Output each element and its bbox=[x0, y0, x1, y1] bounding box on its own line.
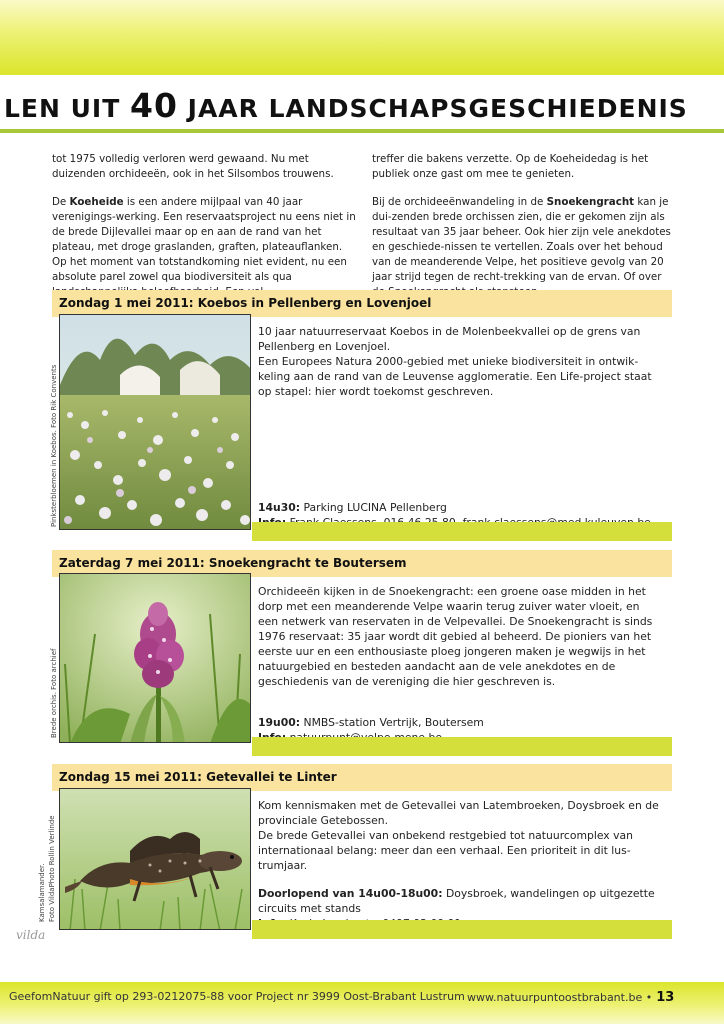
event-3-title: Zondag 15 mei 2011: Getevallei te Linter bbox=[52, 764, 672, 791]
event-1-title: Zondag 1 mei 2011: Koebos in Pellenberg en Lovenjoel bbox=[52, 290, 672, 317]
event-2-green-bar bbox=[252, 737, 672, 756]
event-2-time: 19u00: NMBS-station Vertrijk, Boutersem bbox=[258, 716, 484, 729]
event-2-description: Orchideeën kijken in de Snoekengracht: een groene oase midden in het dorp met een meanderende Velpe waarin terug zuiver water vloeit, en een netwerk van reservaten in de Velpevallei. De Snoekengracht is sinds 1976 reservaat: 35 jaar wordt dit gebied al beheerd. De pioniers van het eerste uur en een enthousiaste ploeg jongeren maken je wegwijs in het natuurgebied en besteden aandacht aan de vele anekdotes en de geschiedenis van de vereniging die hier geschreven is. bbox=[258, 585, 653, 688]
vilda-watermark: vilda bbox=[16, 928, 46, 942]
intro-column-left bbox=[52, 152, 357, 313]
event-3-time: Doorlopend van 14u00-18u00: Doysbroek, wandelingen op uitgezette circuits met stands bbox=[258, 887, 655, 915]
page-number: 13 bbox=[656, 990, 675, 1005]
intro-paragraph: Bij de orchideeënwandeling in de Snoekengracht kan je dui-zenden brede orchissen zien, die er gekomen zijn als resultaat van 35 jaar beheer. Ook hier zijn vele anekdotes en geschiede-nissen te vertellen. Zoals over het behoud van de meanderende Velpe, het positieve gevolg van 20 jaar strijd tegen de recht-trekking van de ervan. Of over bbox=[372, 196, 671, 283]
footer-donation-text: GeefomNatuur gift op 293-0212075-88 voor Project nr 3999 Oost-Brabant Lustrum bbox=[9, 990, 465, 1003]
intro-paragraph: treffer die bakens verzette. Op de Koeheidedag is het publiek onze gast om mee te genieten. bbox=[372, 153, 649, 180]
event-1-time: 14u30: Parking LUCINA Pellenberg bbox=[258, 501, 447, 514]
event-1-description: 10 jaar natuurreservaat Koebos in de Molenbeekvallei op de grens van Pellenberg en Lovenjoel. Een Europees Natura 2000-gebied met unieke biodiversiteit in ontwik-keling aan de rand van de Leuvense agglomeratie. Een Life-project staat op stapel: hier wordt toekomst geschreven. bbox=[258, 325, 652, 398]
event-2-title: Zaterdag 7 mei 2011: Snoekengracht te Boutersem bbox=[52, 550, 672, 577]
event-3-green-bar bbox=[252, 920, 672, 939]
intro-paragraph: tot 1975 volledig verloren werd gewaand. Nu met duizenden orchideeën, ook in het Silsombos trouwens. bbox=[52, 153, 334, 180]
event-3-description: Kom kennismaken met de Getevallei van Latembroeken, Doysbroek en de provinciale Getebossen. De brede Getevallei van onbekend restgebied tot natuurcomplex van internationaal belang: meer dan een verhaal. Een prioriteit in dit lus-trumjaar. bbox=[258, 799, 659, 872]
event-2-photo bbox=[59, 573, 251, 743]
top-color-band bbox=[0, 0, 724, 75]
intro-column-right bbox=[372, 152, 677, 313]
intro-paragraph: De Koeheide is een andere mijlpaal van 40 jaar verenigings-werking. Een reservaatsproject nu eens niet in de brede Dijlevallei maar op en aan de rand van het plateau, met droge graslanden, graften, plateauflanken. Op het moment van totstandkoming niet evident, nu een absolute parel zowel qua biodiversiteit als qua bbox=[52, 196, 356, 283]
event-3-photo bbox=[59, 788, 251, 930]
event-1-photo-caption: Pinksterbloemen in Koebos. Foto Rik Convents bbox=[50, 364, 58, 527]
headline-part1: LEN UIT bbox=[4, 94, 130, 123]
event-1-photo bbox=[59, 314, 251, 530]
event-1-green-bar bbox=[252, 522, 672, 541]
event-2-photo-caption: Brede orchis. Foto archief bbox=[50, 648, 58, 738]
headline-rule bbox=[0, 129, 724, 133]
page-headline bbox=[4, 86, 688, 125]
event-3-photo-caption-1: Kamsalamander. bbox=[38, 863, 46, 922]
headline-number: 40 bbox=[130, 86, 178, 125]
headline-part2: JAAR LANDSCHAPSGESCHIEDENIS bbox=[177, 94, 688, 123]
event-3-photo-caption-2: Foto VildaPhoto Rollin Verlinde bbox=[48, 815, 56, 922]
footer-right bbox=[467, 990, 674, 1005]
footer-url[interactable]: www.natuurpuntoostbrabant.be • bbox=[467, 991, 653, 1004]
